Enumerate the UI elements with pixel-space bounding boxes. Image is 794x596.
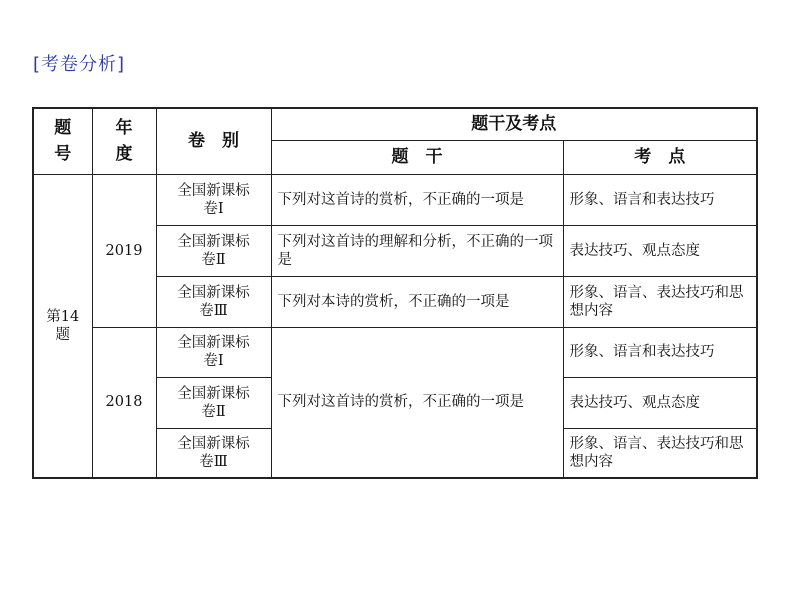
stem-cell: 下列对这首诗的赏析，不正确的一项是 bbox=[271, 174, 563, 225]
points-cell: 形象、语言、表达技巧和思想内容 bbox=[563, 276, 757, 327]
paper-cell: 全国新课标 卷Ⅲ bbox=[156, 276, 271, 327]
exam-analysis-table bbox=[32, 107, 758, 479]
year-cell-2018: 2018 bbox=[92, 327, 156, 478]
header-year: 年 度 bbox=[92, 108, 156, 174]
question-number-cell: 第14 题 bbox=[33, 174, 92, 478]
points-cell: 表达技巧、观点态度 bbox=[563, 377, 757, 428]
header-paper: 卷 别 bbox=[156, 108, 271, 174]
points-cell: 形象、语言和表达技巧 bbox=[563, 327, 757, 377]
points-cell: 形象、语言、表达技巧和思想内容 bbox=[563, 428, 757, 478]
paper-cell: 全国新课标 卷Ⅲ bbox=[156, 428, 271, 478]
paper-cell: 全国新课标 卷Ⅱ bbox=[156, 377, 271, 428]
section-label: [考卷分析] bbox=[33, 54, 126, 75]
header-stem-and-points: 题干及考点 bbox=[271, 108, 757, 140]
header-points: 考 点 bbox=[563, 140, 757, 174]
table-row bbox=[33, 174, 757, 225]
stem-cell: 下列对本诗的赏析，不正确的一项是 bbox=[271, 276, 563, 327]
table-row bbox=[33, 327, 757, 377]
paper-cell: 全国新课标 卷Ⅱ bbox=[156, 225, 271, 276]
points-cell: 表达技巧、观点态度 bbox=[563, 225, 757, 276]
year-cell-2019: 2019 bbox=[92, 174, 156, 327]
header-number: 题 号 bbox=[33, 108, 92, 174]
paper-cell: 全国新课标 卷Ⅰ bbox=[156, 327, 271, 377]
paper-cell: 全国新课标 卷Ⅰ bbox=[156, 174, 271, 225]
points-cell: 形象、语言和表达技巧 bbox=[563, 174, 757, 225]
header-stem: 题 干 bbox=[271, 140, 563, 174]
stem-cell: 下列对这首诗的理解和分析，不正确的一项是 bbox=[271, 225, 563, 276]
header-row-top bbox=[33, 108, 757, 140]
stem-cell-merged: 下列对这首诗的赏析，不正确的一项是 bbox=[271, 327, 563, 478]
